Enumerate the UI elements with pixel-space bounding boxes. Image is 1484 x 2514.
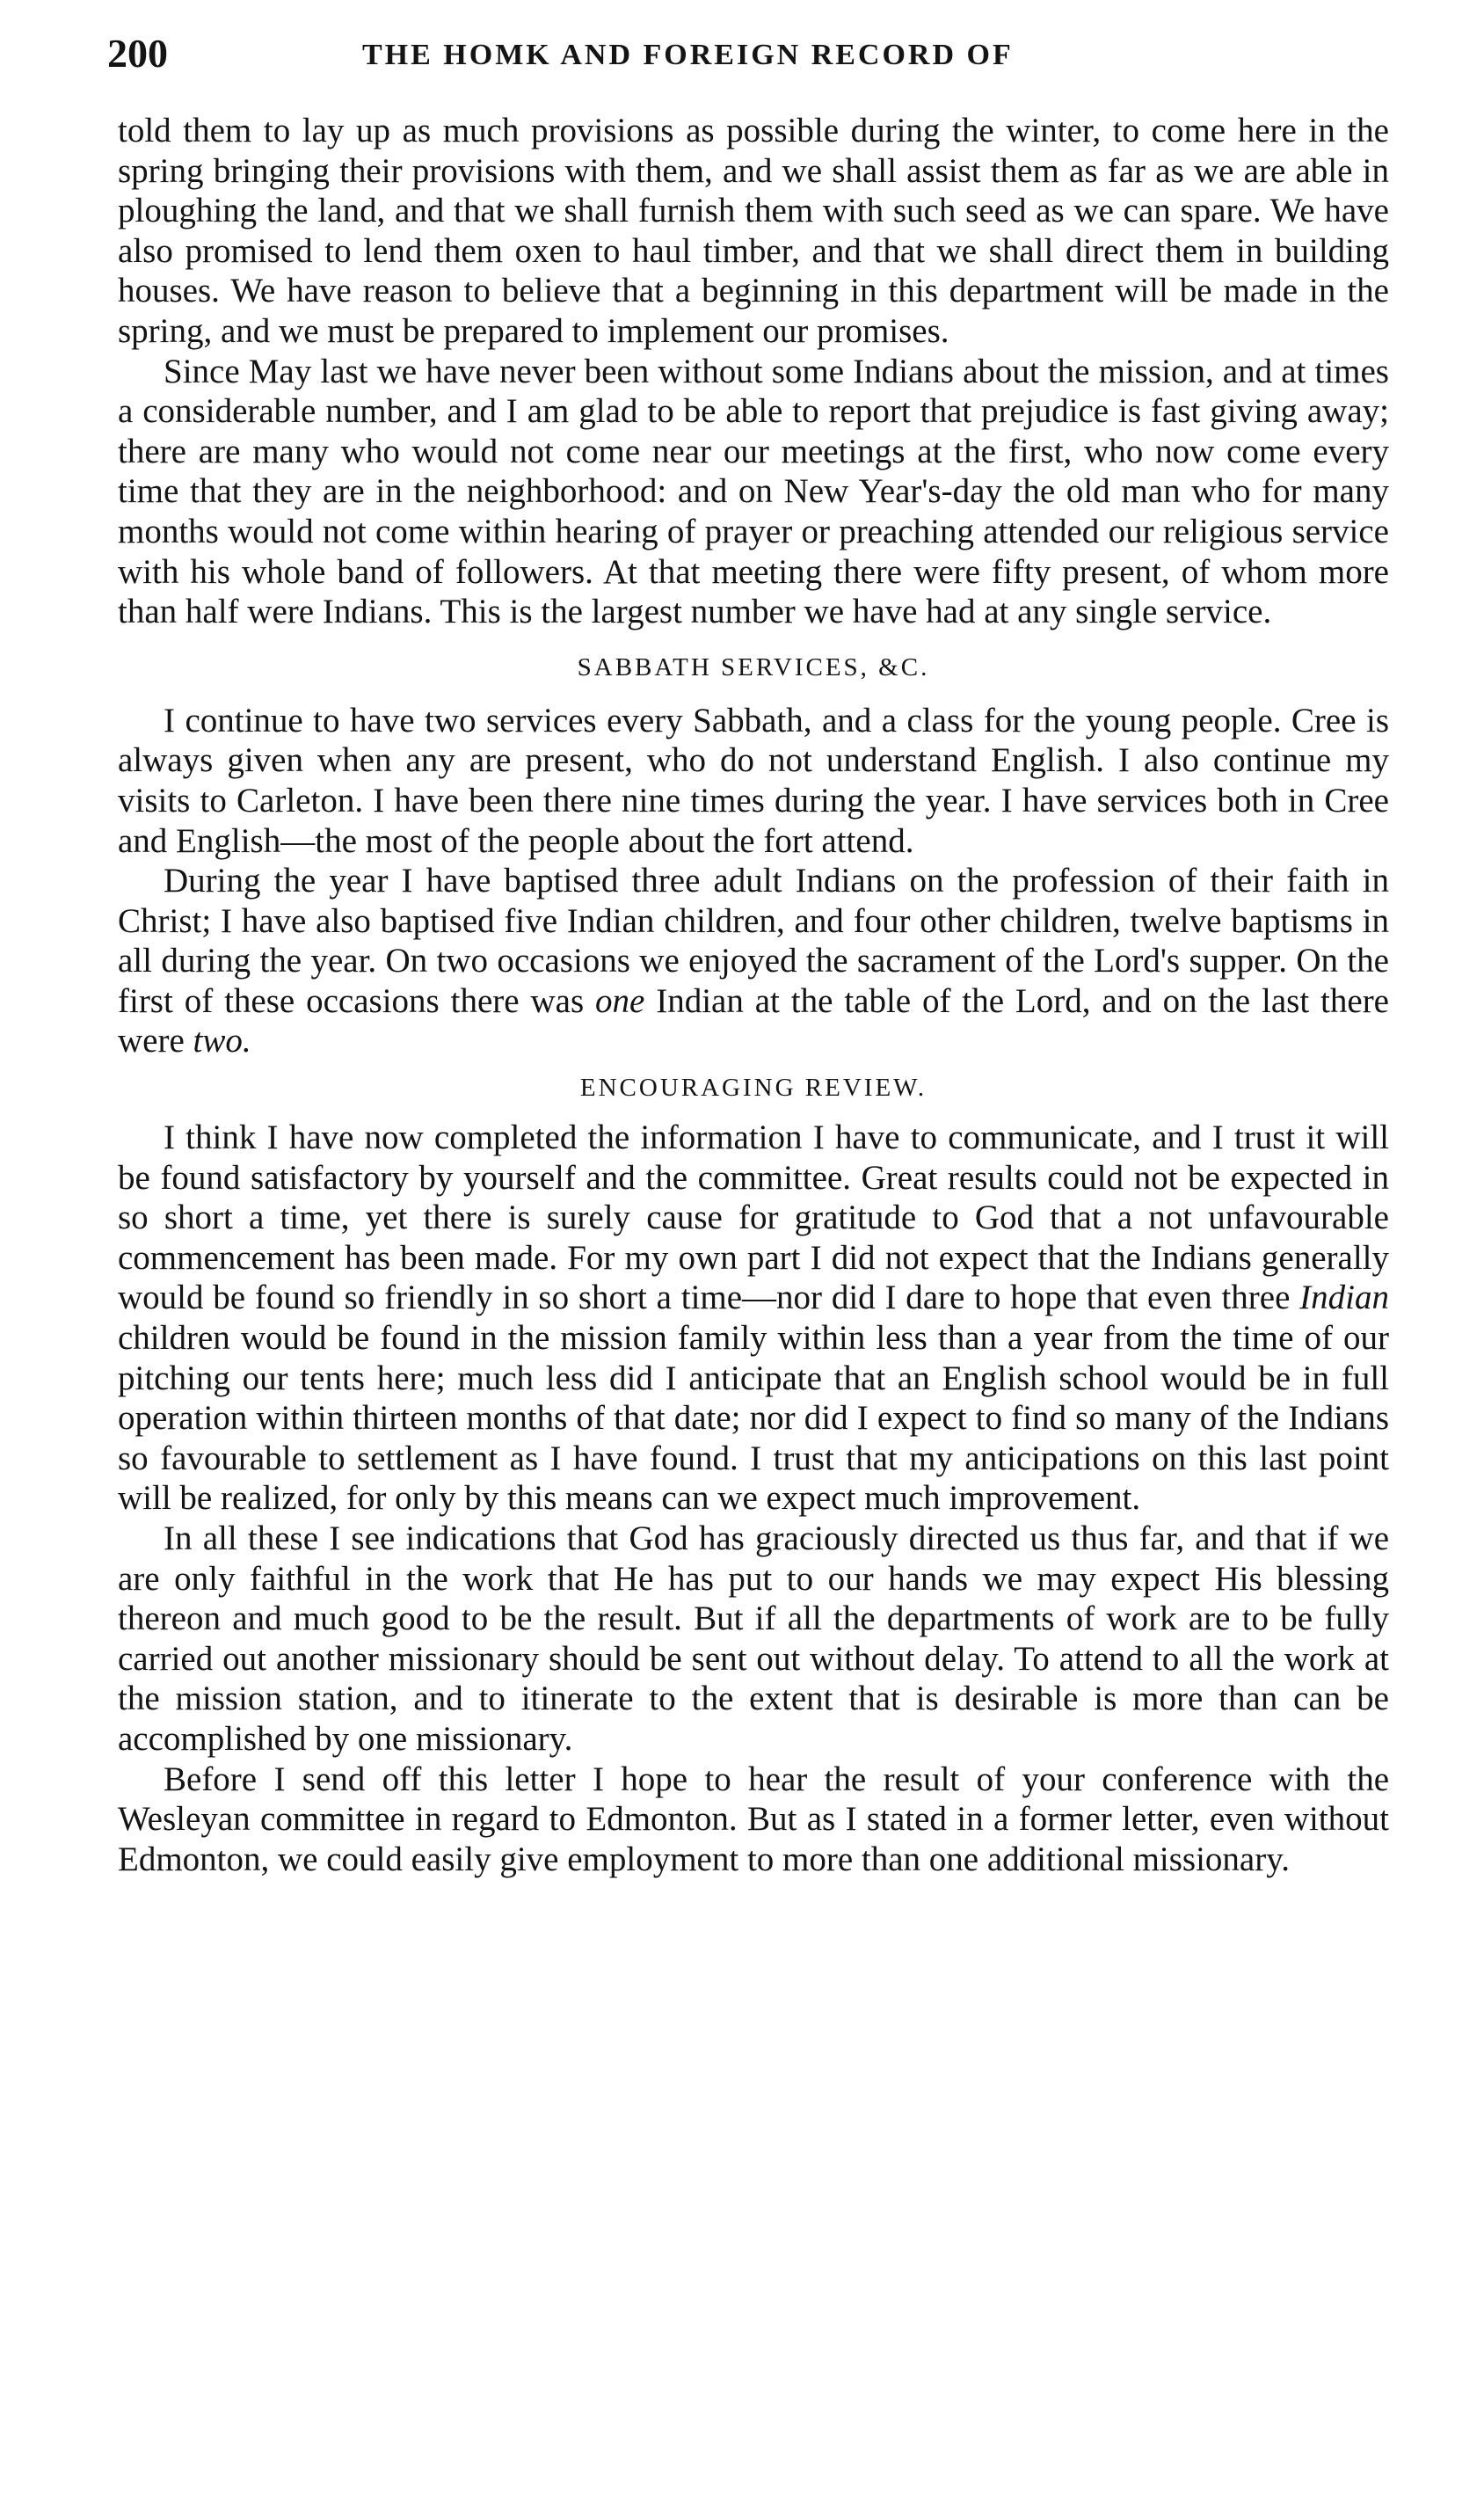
review-text-a: I think I have now completed the information I have to communicate, and I trust it will be found satisfactory by yourself and the committee. Great results could not be expected in so short a time, yet there is surely cause for gratitude to God that a not unfavourable commencement has been made. For my own part I did not expect that the Indians generally would be found so friendly in so short a time—nor did I dare to hope that even three [118, 1119, 1389, 1317]
paragraph-review [118, 1118, 1389, 1519]
baptisms-text-b: Indian at the table of the Lord, and on the last there were [118, 981, 1389, 1060]
page-header [107, 30, 1391, 83]
body-text [118, 111, 1389, 1879]
section-heading-encouraging-review: ENCOURAGING REVIEW. [579, 1074, 928, 1103]
page-number: 200 [107, 31, 168, 76]
emphasis-two: two. [193, 1022, 251, 1060]
paragraph-providence: In all these I see indications that God has graciously directed us thus far, and that if we are only faithful in the work that He has put to our hands we may expect His blessing thereon and much good to be the result. But if all the departments of work are to be fully carried out another missionary should be sent out without delay. To attend to all the work at the mission station, and to itinerate to the extent that is desirable is more than can be accomplished by one missionary. [118, 1519, 1389, 1758]
paragraph-services: I continue to have two services every Sabbath, and a class for the young people. Cree is always given when any are present, who do not understand English. I also continue my visits to Carleton. I have been there nine times during the year. I have services both in Cree and English—the most of the people about the fort attend. [118, 701, 1389, 860]
paragraph-continued: told them to lay up as much provisions as possible during the winter, to come here in the spring bringing their provisions with them, and we shall assist them as far as we are able in ploughing the land, and that we shall furnish them with such seed as we can spare. We have also promised to lend them oxen to haul timber, and that we shall direct them in building houses. We have reason to believe that a beginning in this department will be made in the spring, and we must be prepared to implement our promises. [118, 112, 1389, 350]
paragraph-indians-attendance: Since May last we have never been without some Indians about the mission, and at times a considerable number, and I am glad to be able to report that prejudice is fast giving away; there are many who would not come near our meetings at the first, who now come every time that they are in the neighborhood: and on New Year's-day the old man who for many months would not come within hearing of prayer or preaching attended our religious service with his whole band of followers. At that meeting there were fifty present, of whom more than half were Indians. This is the largest number we have had at any single service. [118, 352, 1389, 631]
baptisms-text-a: During the year I have baptised three adult Indians on the profession of their faith in Christ; I have also baptised five Indian children, and four other children, twelve baptisms in all during the year. On two occasions we enjoyed the sacrament of the Lord's supper. On the first of these occasions there was [118, 862, 1389, 1020]
paragraph-baptisms [118, 861, 1389, 1061]
emphasis-one: one [595, 981, 645, 1020]
paragraph-closing: Before I send off this letter I hope to hear the result of your conference with the Wesleyan committee in regard to Edmonton. But as I stated in a former letter, even without Edmonton, we could easily give employment to more than one additional missionary. [118, 1760, 1389, 1878]
running-head: THE HOMK AND FOREIGN RECORD OF [362, 39, 1014, 71]
emphasis-indian: Indian [1299, 1279, 1389, 1317]
section-heading-sabbath-services: SABBATH SERVICES, &C. [577, 652, 930, 681]
review-text-b: children would be found in the mission family within less than a year from the time of our pitching our tents here; much less did I anticipate that an English school would be in full operation within thirteen months of that date; nor did I expect to find so many of the Indians so favourable to settlement as I have found. I trust that my anticipations on this last point will be realized, for only by this means can we expect much improvement. [118, 1319, 1389, 1518]
